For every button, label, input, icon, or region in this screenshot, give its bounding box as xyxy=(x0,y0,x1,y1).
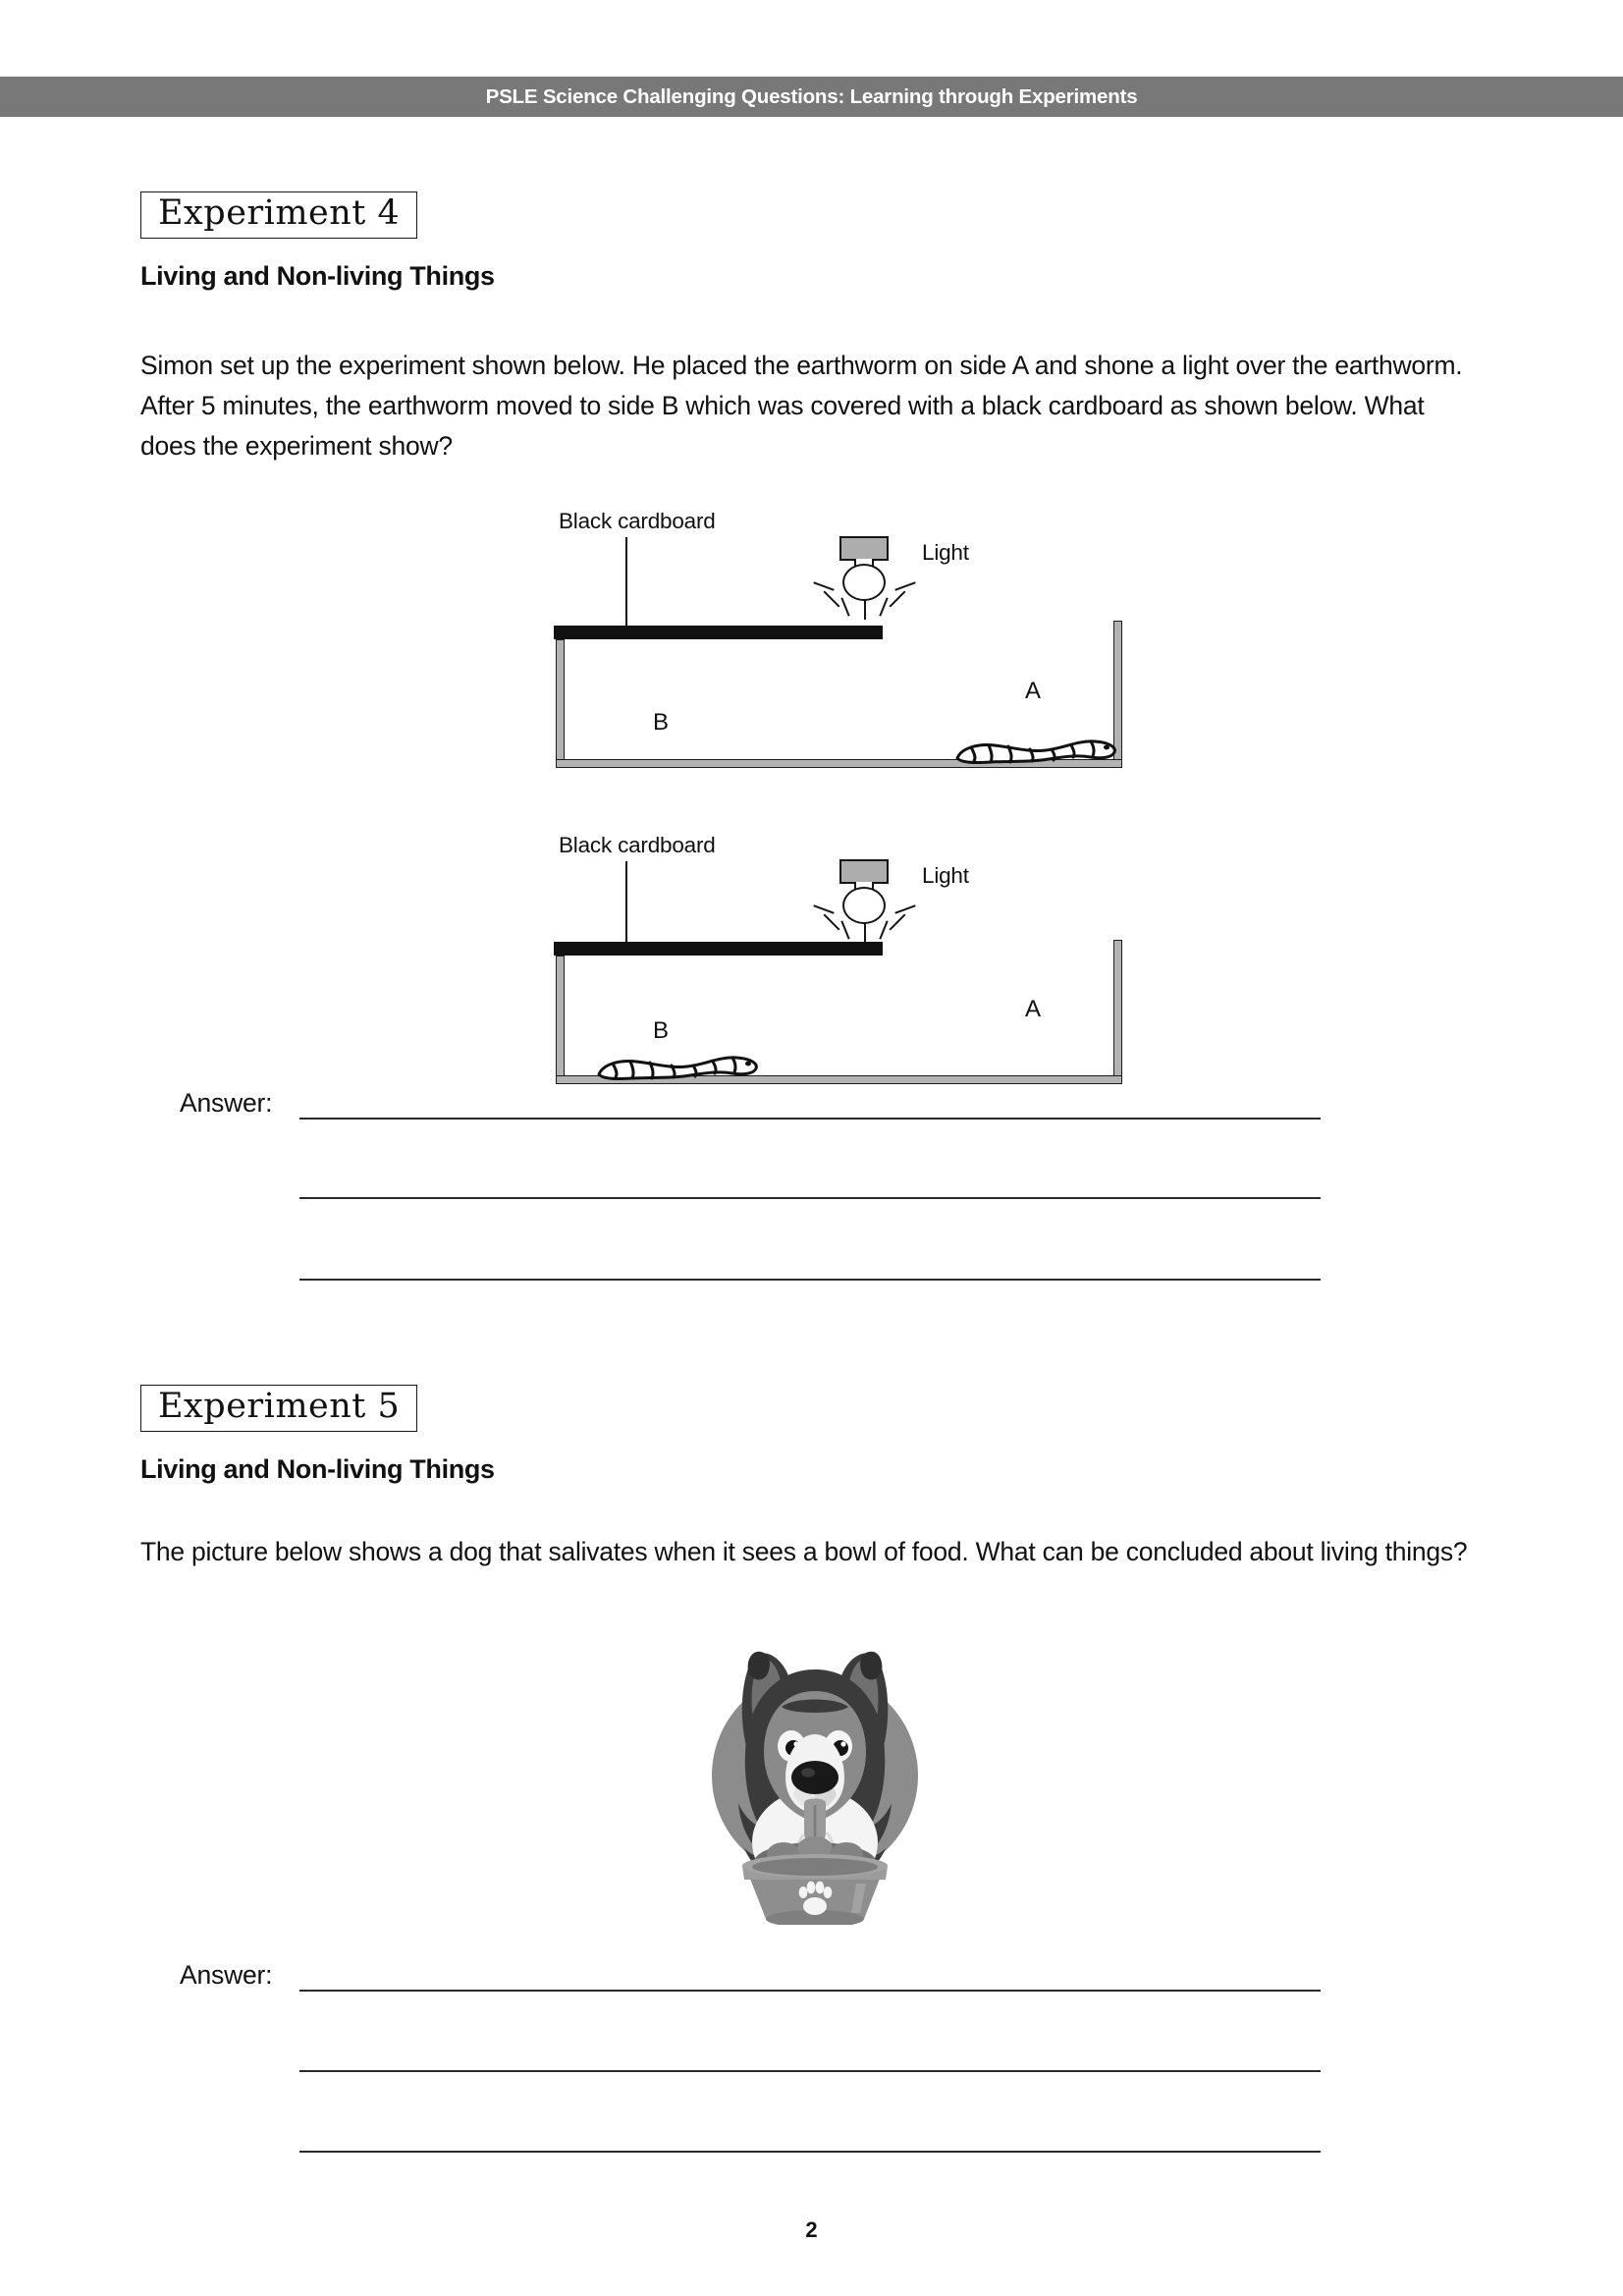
diagram-1-side-a-label: A xyxy=(1025,678,1042,704)
diagram-1-tray-left-wall xyxy=(556,639,565,767)
experiment-4-answer-line-3[interactable] xyxy=(299,1279,1321,1281)
dog-with-food-bowl-illustration xyxy=(677,1630,952,1925)
diagram-1-light-ray xyxy=(864,600,866,620)
diagram-2-tray-right-wall xyxy=(1113,940,1122,1083)
diagram-1-light-label: Light xyxy=(922,540,969,565)
experiment-5-question: The picture below shows a dog that salivates when it sees a bowl of food. What can be concluded about living things? xyxy=(140,1537,1468,1566)
experiment-5-answer-label: Answer: xyxy=(180,1960,273,1990)
diagram-2-earthworm-icon xyxy=(589,1043,766,1084)
diagram-2-cardboard-label: Black cardboard xyxy=(559,833,716,857)
diagram-1-light-ray xyxy=(890,591,906,608)
diagram-1-light-ray xyxy=(879,597,888,616)
diagram-1-light-ray xyxy=(840,597,849,616)
diagram-1-cardboard-label: Black cardboard xyxy=(559,509,716,533)
diagram-2-light-ray xyxy=(894,904,915,913)
experiment-4-question: Simon set up the experiment shown below. He placed the earthworm on side A and shone a light over the earthworm. After 5 minutes, the earthworm moved to side B which was covered with a black cardboard as shown below. What does the experiment show? xyxy=(140,351,1463,461)
diagram-2-light-label: Light xyxy=(922,863,969,888)
diagram-2-light-ray xyxy=(840,920,849,939)
experiment-4-answer-label: Answer: xyxy=(180,1088,273,1118)
experiment-5-answer-line-2[interactable] xyxy=(299,2070,1321,2072)
diagram-1-earthworm-icon xyxy=(947,727,1124,768)
page-number: 2 xyxy=(805,2217,818,2242)
diagram-2-black-cardboard xyxy=(554,942,883,956)
diagram-2-leader-line xyxy=(625,861,627,955)
diagram-2-light-ray xyxy=(890,914,906,931)
experiment-4-chip: Experiment 4 xyxy=(140,191,417,239)
diagram-2-light-ray xyxy=(824,914,840,931)
diagram-2-side-b-label: B xyxy=(653,1017,670,1044)
diagram-2-bulb-glass-icon xyxy=(842,887,886,924)
experiment-4-subtitle: Living and Non-living Things xyxy=(140,261,495,291)
experiment-5-answer-line-1[interactable] xyxy=(299,1990,1321,1992)
diagram-1-bulb-glass-icon xyxy=(842,564,886,601)
diagram-1-light-ray xyxy=(894,581,915,590)
diagram-2-tray-left-wall xyxy=(556,956,565,1083)
diagram-1-black-cardboard xyxy=(554,626,883,639)
diagram-2-side-a-label: A xyxy=(1025,996,1042,1022)
page-header-title: PSLE Science Challenging Questions: Learning through Experiments xyxy=(485,85,1138,108)
page-header-bar xyxy=(0,77,1623,117)
diagram-2-light-ray xyxy=(864,923,866,943)
experiment-5-answer-line-3[interactable] xyxy=(299,2151,1321,2153)
diagram-1-leader-line xyxy=(625,537,627,638)
diagram-2-bulb-cap-icon xyxy=(839,859,889,884)
experiment-5-chip: Experiment 5 xyxy=(140,1385,417,1432)
diagram-2-light-ray xyxy=(879,920,888,939)
diagram-1-light-ray xyxy=(813,581,834,590)
experiment-4-diagram-1 xyxy=(530,501,1159,736)
diagram-1-bulb-cap-icon xyxy=(839,536,889,561)
diagram-2-light-ray xyxy=(813,904,834,913)
experiment-4-diagram-2 xyxy=(530,825,1159,1061)
experiment-5-subtitle: Living and Non-living Things xyxy=(140,1454,495,1484)
diagram-1-light-ray xyxy=(824,591,840,608)
experiment-4-answer-line-2[interactable] xyxy=(299,1197,1321,1199)
experiment-4-answer-line-1[interactable] xyxy=(299,1118,1321,1120)
dog-nose xyxy=(791,1761,839,1794)
diagram-1-side-b-label: B xyxy=(653,709,670,736)
